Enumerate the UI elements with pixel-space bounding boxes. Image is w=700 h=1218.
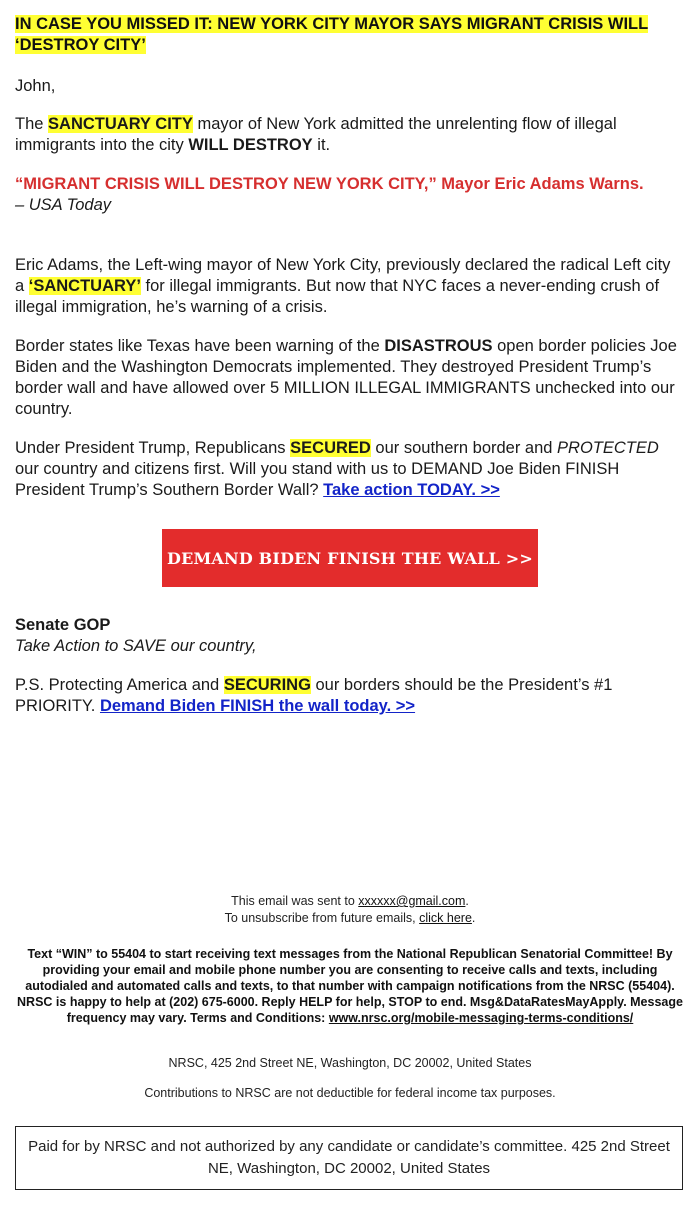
unsubscribe-link[interactable]: click here: [419, 911, 472, 925]
unsubscribe-line: [15, 910, 685, 926]
p1-text-post: it.: [312, 136, 331, 154]
quote-title: “MIGRANT CRISIS WILL DESTROY NEW YORK CITY,” Mayor Eric Adams Warns.: [15, 175, 644, 193]
p4-text-mid: our southern border and: [370, 439, 558, 457]
p2-text-pre: Eric Adams, the Left-wing mayor of New York City, previously declared the radical Left city a: [15, 256, 671, 295]
ps-text-mid: our borders should be the President’s #1 PRIORITY.: [15, 676, 613, 715]
recipient-email-link[interactable]: xxxxxx@gmail.com: [358, 894, 466, 908]
sent-to-period: .: [465, 894, 469, 908]
terms-conditions-link[interactable]: www.nrsc.org/mobile-messaging-terms-conditions/: [328, 1011, 634, 1025]
paragraph-4: [15, 438, 680, 501]
p4-highlight: SECURED: [290, 439, 371, 457]
headline-text: IN CASE YOU MISSED IT: NEW YORK CITY MAYOR SAYS MIGRANT CRISIS WILL ‘DESTROY CITY’: [15, 15, 649, 54]
unsubscribe-period: .: [471, 911, 476, 925]
footer-sent-notice: [15, 893, 685, 926]
headline: [15, 14, 680, 56]
p3-text-pre: Border states like Texas have been warning of the: [15, 337, 385, 355]
contributions-notice: Contributions to NRSC are not deductible for federal income tax purposes.: [144, 1086, 556, 1100]
sms-legal-text: Text “WIN” to 55404 to start receiving text messages from the National Republican Senatorial Committee! By providing your email and mobile phone number you are consenting to receive calls and texts, including autodialed and automated calls and texts, to that number with campaign notifications from the NRSC (55404). NRSC is happy to help at (202) 675-6000. Reply HELP for help, STOP to end. Msg&DataRatesMayApply. Message frequency may vary. Terms and Conditions:: [17, 947, 683, 1025]
p3-text-post: open border policies Joe Biden and the Washington Democrats implemented. They destroyed President Trump’s border wall and have allowed over 5 MILLION ILLEGAL IMMIGRANTS unchecked into our country.: [15, 337, 677, 418]
p4-text-post: our country and citizens first. Will you stand with us to DEMAND Joe Biden FINISH President Trump’s Southern Border Wall?: [15, 460, 620, 499]
signoff-tagline: Take Action to SAVE our country,: [15, 637, 257, 655]
take-action-link[interactable]: Take action TODAY. >>: [323, 481, 500, 499]
news-quote: [15, 174, 680, 216]
p2-highlight: ‘SANCTUARY’: [28, 277, 141, 295]
demand-biden-finish-wall-button[interactable]: DEMAND BIDEN FINISH THE WALL >>: [162, 529, 538, 587]
p1-bold: WILL DESTROY: [188, 136, 313, 154]
greeting: John,: [15, 77, 56, 95]
sent-to-line: [15, 893, 685, 909]
paid-for-disclaimer: [15, 1126, 683, 1190]
signoff-name: Senate GOP: [15, 616, 111, 634]
p2-text-post: for illegal immigrants. But now that NYC faces a never-ending crush of illegal immigration, he’s warning of a crisis.: [15, 277, 660, 316]
unsubscribe-text: To unsubscribe from future emails,: [224, 911, 420, 925]
p1-highlight: SANCTUARY CITY: [48, 115, 193, 133]
paragraph-1: [15, 114, 680, 156]
sms-legal-notice: [15, 946, 685, 1026]
ps-text-pre: P.S. Protecting America and: [15, 676, 224, 694]
p4-italic: PROTECTED: [557, 439, 659, 457]
postscript: [15, 675, 680, 717]
paragraph-3: [15, 336, 680, 420]
p4-text-pre: Under President Trump, Republicans: [15, 439, 291, 457]
quote-source: – USA Today: [15, 196, 112, 214]
paid-for-text: Paid for by NRSC and not authorized by any candidate or candidate’s committee. 425 2nd Street NE, Washington, DC 20002, United States: [28, 1138, 670, 1177]
signoff: [15, 615, 680, 657]
ps-highlight: SECURING: [223, 676, 311, 694]
p1-text-mid: mayor of New York admitted the unrelenting flow of illegal immigrants into the city: [15, 115, 617, 154]
org-address: NRSC, 425 2nd Street NE, Washington, DC 20002, United States: [168, 1056, 532, 1070]
sent-to-text: This email was sent to: [231, 894, 359, 908]
demand-biden-link[interactable]: Demand Biden FINISH the wall today. >>: [99, 697, 416, 715]
p1-text-pre: The: [15, 115, 49, 133]
p3-bold: DISASTROUS: [384, 337, 493, 355]
paragraph-2: [15, 255, 680, 318]
